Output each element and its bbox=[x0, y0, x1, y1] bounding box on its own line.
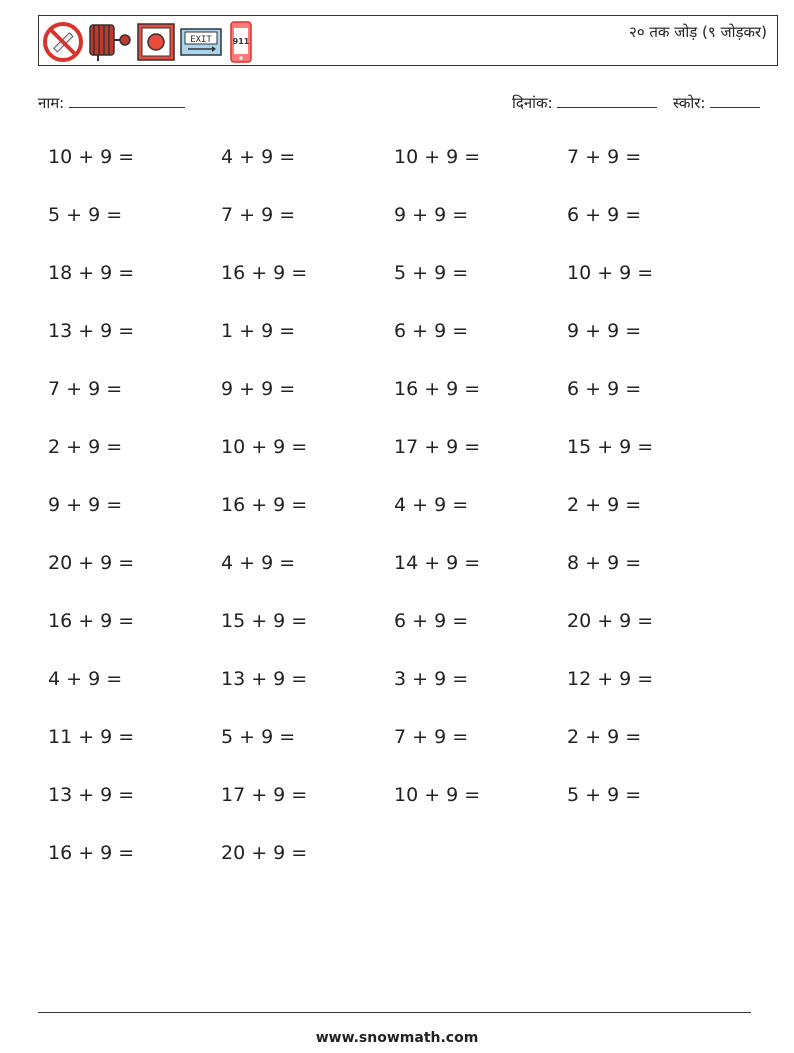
problem-item: 13 + 9 = bbox=[48, 320, 135, 342]
problem-item: 16 + 9 = bbox=[48, 842, 135, 864]
problem-item: 20 + 9 = bbox=[48, 552, 135, 574]
emergency-911-phone-icon bbox=[226, 20, 256, 68]
problem-item: 10 + 9 = bbox=[567, 262, 654, 284]
problem-item: 5 + 9 = bbox=[48, 204, 123, 226]
problem-item: 2 + 9 = bbox=[48, 436, 123, 458]
problem-item: 20 + 9 = bbox=[567, 610, 654, 632]
fire-alarm-button-icon bbox=[136, 22, 176, 66]
problem-item: 10 + 9 = bbox=[48, 146, 135, 168]
problem-item: 6 + 9 = bbox=[394, 320, 469, 342]
problem-item: 13 + 9 = bbox=[48, 784, 135, 806]
problem-item: 10 + 9 = bbox=[394, 784, 481, 806]
problem-item: 18 + 9 = bbox=[48, 262, 135, 284]
date-blank bbox=[557, 93, 657, 108]
no-smoking-icon bbox=[42, 21, 84, 67]
problem-item: 9 + 9 = bbox=[394, 204, 469, 226]
problem-item: 2 + 9 = bbox=[567, 726, 642, 748]
problem-item: 10 + 9 = bbox=[221, 436, 308, 458]
problem-item: 17 + 9 = bbox=[394, 436, 481, 458]
problem-item: 4 + 9 = bbox=[221, 552, 296, 574]
problem-item: 1 + 9 = bbox=[221, 320, 296, 342]
name-label: नाम: bbox=[38, 94, 65, 112]
date-score-fields bbox=[512, 93, 760, 113]
score-label: स्कोर: bbox=[672, 94, 706, 112]
problem-item: 11 + 9 = bbox=[48, 726, 135, 748]
problem-item: 7 + 9 = bbox=[221, 204, 296, 226]
problem-item: 16 + 9 = bbox=[221, 494, 308, 516]
name-blank bbox=[69, 93, 185, 108]
problem-item: 6 + 9 = bbox=[394, 610, 469, 632]
problem-item: 15 + 9 = bbox=[567, 436, 654, 458]
problem-item: 5 + 9 = bbox=[221, 726, 296, 748]
problem-item: 9 + 9 = bbox=[221, 378, 296, 400]
problem-item: 4 + 9 = bbox=[394, 494, 469, 516]
problem-item: 6 + 9 = bbox=[567, 378, 642, 400]
problem-item: 2 + 9 = bbox=[567, 494, 642, 516]
problem-item: 5 + 9 = bbox=[394, 262, 469, 284]
problem-item: 7 + 9 = bbox=[567, 146, 642, 168]
exit-sign-text: EXIT bbox=[190, 35, 212, 45]
problem-item: 14 + 9 = bbox=[394, 552, 481, 574]
footer-url: www.snowmath.com bbox=[315, 1030, 479, 1046]
problem-item: 13 + 9 = bbox=[221, 668, 308, 690]
problem-item: 16 + 9 = bbox=[221, 262, 308, 284]
exit-sign-icon bbox=[180, 26, 222, 62]
problem-item: 4 + 9 = bbox=[48, 668, 123, 690]
worksheet-title: २० तक जोड़ (९ जोड़कर) bbox=[629, 23, 767, 41]
problem-item: 9 + 9 = bbox=[48, 494, 123, 516]
fire-hose-reel-icon bbox=[88, 22, 132, 66]
problem-item: 3 + 9 = bbox=[394, 668, 469, 690]
problem-item: 7 + 9 = bbox=[48, 378, 123, 400]
problem-item: 6 + 9 = bbox=[567, 204, 642, 226]
phone-911-text: 911 bbox=[232, 37, 250, 46]
problem-item: 20 + 9 = bbox=[221, 842, 308, 864]
problem-item: 16 + 9 = bbox=[48, 610, 135, 632]
footer-divider bbox=[38, 1012, 751, 1013]
problem-item: 10 + 9 = bbox=[394, 146, 481, 168]
problem-item: 12 + 9 = bbox=[567, 668, 654, 690]
problem-item: 5 + 9 = bbox=[567, 784, 642, 806]
name-field bbox=[38, 93, 185, 113]
problem-item: 16 + 9 = bbox=[394, 378, 481, 400]
problem-item: 15 + 9 = bbox=[221, 610, 308, 632]
problem-item: 9 + 9 = bbox=[567, 320, 642, 342]
problem-item: 4 + 9 = bbox=[221, 146, 296, 168]
date-label: दिनांक: bbox=[512, 94, 553, 112]
problem-item: 8 + 9 = bbox=[567, 552, 642, 574]
problem-item: 17 + 9 = bbox=[221, 784, 308, 806]
score-blank bbox=[710, 93, 760, 108]
problem-item: 7 + 9 = bbox=[394, 726, 469, 748]
worksheet-header bbox=[38, 15, 778, 66]
safety-icons bbox=[42, 20, 256, 68]
